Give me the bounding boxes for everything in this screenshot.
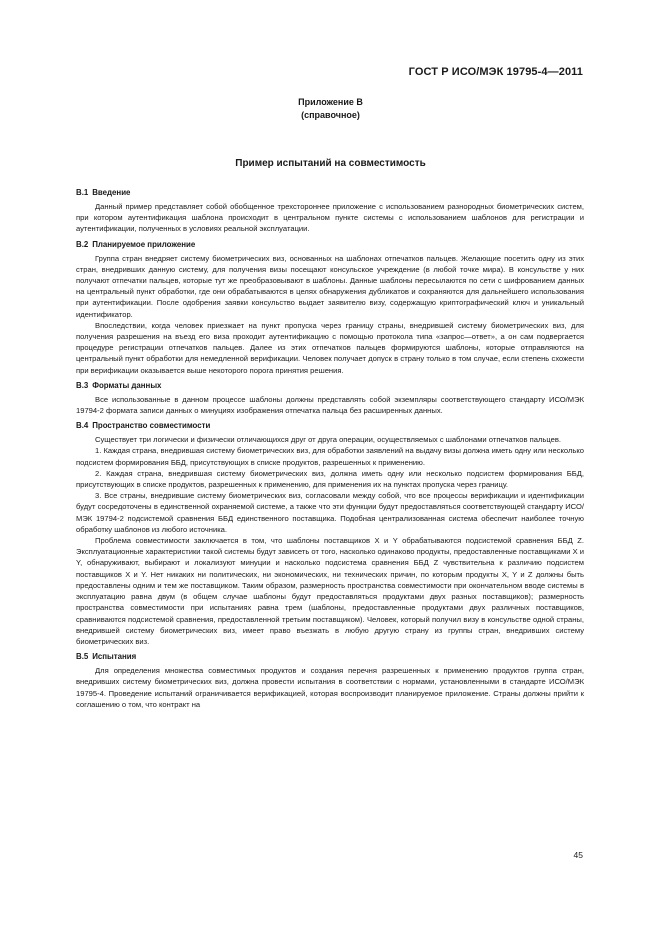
appendix-type: (справочное) <box>301 110 360 120</box>
appendix-heading <box>0 96 661 122</box>
section-heading: В.2 Планируемое приложение <box>76 239 196 249</box>
paragraph: Данный пример представляет собой обобщенное трехстороннее приложение с использованием разнородных биометрических систем, при котором аутентификация шаблона происходит в центральном пункте системы с использованием шаблонов для регистрации и аутентификации, полученных в условиях реальной эксплуатации. <box>76 202 584 234</box>
paragraph: Группа стран внедряет систему биометрических виз, основанных на шаблонах отпечатков пальцев. Желающие посетить одну из этих стран, внедривших данную систему, для получения визы посещают консульское учреждение (в любой точке мира). В консульстве у них получают отпечатки пальцев, которые тут же преобразовывают в шаблоны. Данные шаблоны пересылаются по сети с шифрованием данных на центральный пункт обработки, где они обрабатываются в целях обнаружения дубликатов и сохраняются для дальнейшего использования при аутентификации. После одобрения заявки консульство выдает заявителю визу, содержащую криптографический ключ и уникальный идентификатор. <box>76 253 584 319</box>
list-item: 1. Каждая страна, внедрившая систему биометрических виз, для обработки заявлений на выдачу визы должна иметь одну или несколько подсистем формирования ББД, присутствующих в списке продуктов, разрешенных к применению. <box>76 446 584 467</box>
body-text <box>76 184 584 710</box>
page-number: 45 <box>573 850 583 860</box>
section-heading: В.3 Форматы данных <box>76 380 162 390</box>
section-heading: В.5 Испытания <box>76 652 137 662</box>
paragraph: Все использованные в данном процессе шаблоны должны представлять собой экземпляры соответствующего стандарту ИСО/МЭК 19794-2 формата записи данных о минуциях изображения отпечатка пальца без расширенных данных. <box>76 394 584 416</box>
standard-code: ГОСТ Р ИСО/МЭК 19795-4—2011 <box>408 66 583 78</box>
paragraph: Впоследствии, когда человек приезжает на пункт пропуска через границу страны, внедрившей систему биометрических виз, для получения разрешения на въезд его виза проходит аутентификацию с помощью протокола типа «запрос—ответ», а он сам подвергается процедуре регистрации отпечатков пальцев. Далее из этих отпечатков пальцев формируются шаблоны, которые отправляются на центральный пункт обработки для немедленной верификации. Человек получает допуск в страну только в том случае, если степень схожести при верификации оказывается выше некоторого порога принятия решения. <box>76 320 584 375</box>
list-item: 3. Все страны, внедрившие систему биометрических виз, согласовали между собой, что все процессы верификации и идентификации будут сосредоточены в единственной охраняемой системе, а также что эти функции будут предоставляться соответствующей стандарту ИСО/МЭК 19794-2 подсистемой сравнения ББД единственного поставщика. Подобная централизованная система обеспечит наиболее точную обработку шаблонов из любого источника. <box>76 491 584 534</box>
appendix-label: Приложение В <box>298 97 363 107</box>
list-item: 2. Каждая страна, внедрившая систему биометрических виз, должна иметь одну или несколько подсистем формирования ББД, присутствующих в списке продуктов, разрешенных к применению, для применения их на пунктах пропуска через границу. <box>76 468 584 490</box>
paragraph: Для определения множества совместимых продуктов и создания перечня разрешенных к применению продуктов группа стран, внедривших систему биометрических виз, должна провести испытания в соответствии с нормами, установленными в стандарте ИСО/МЭК 19795-4. Проведение испытаний ограничивается верификацией, которая воспроизводит планируемое приложение. Страны должны прийти к соглашению о том, что контракт на <box>76 666 584 709</box>
paragraph: Проблема совместимости заключается в том, что шаблоны поставщиков X и Y обрабатываются подсистемой сравнения ББД Z. Эксплуатационные характеристики такой системы будут зависеть от того, насколько одинаково продукты, предоставленные поставщиками X и Y, обнаруживают, выбирают и локализуют минуции и насколько подсистема сравнения ББД Z чувствительна к различию подсистем поставщиков X и Y. Нет никаких ни политических, ни экономических, ни технических причин, по которым продукты X, Y и Z должны быть предоставлены одним и тем же поставщиком. Таким образом, размерность пространства совместимости при окончательном вводе системы в эксплуатацию равна двум (в общем случае шаблоны будут предоставляться продуктами двух разных поставщиков); размерность пространства совместимости при испытаниях равна трем (шаблоны, предоставленные продуктами двух различных поставщиков, сравниваются подсистемой сравнения, предоставленной третьим поставщиком). Человек, который получил визу в консульстве одной страны, внедрившей систему биометрических виз, имеет право въезжать в любую другую страну из группы стран, внедривших систему биометрических виз. <box>76 536 584 646</box>
section-heading: В.1 Введение <box>76 188 131 197</box>
section-heading: В.4 Пространство совместимости <box>76 421 211 431</box>
document-title: Пример испытаний на совместимость <box>235 158 426 169</box>
paragraph: Существует три логически и физически отличающихся друг от друга операции, осуществляемых с шаблонами отпечатков пальцев. <box>95 435 562 445</box>
